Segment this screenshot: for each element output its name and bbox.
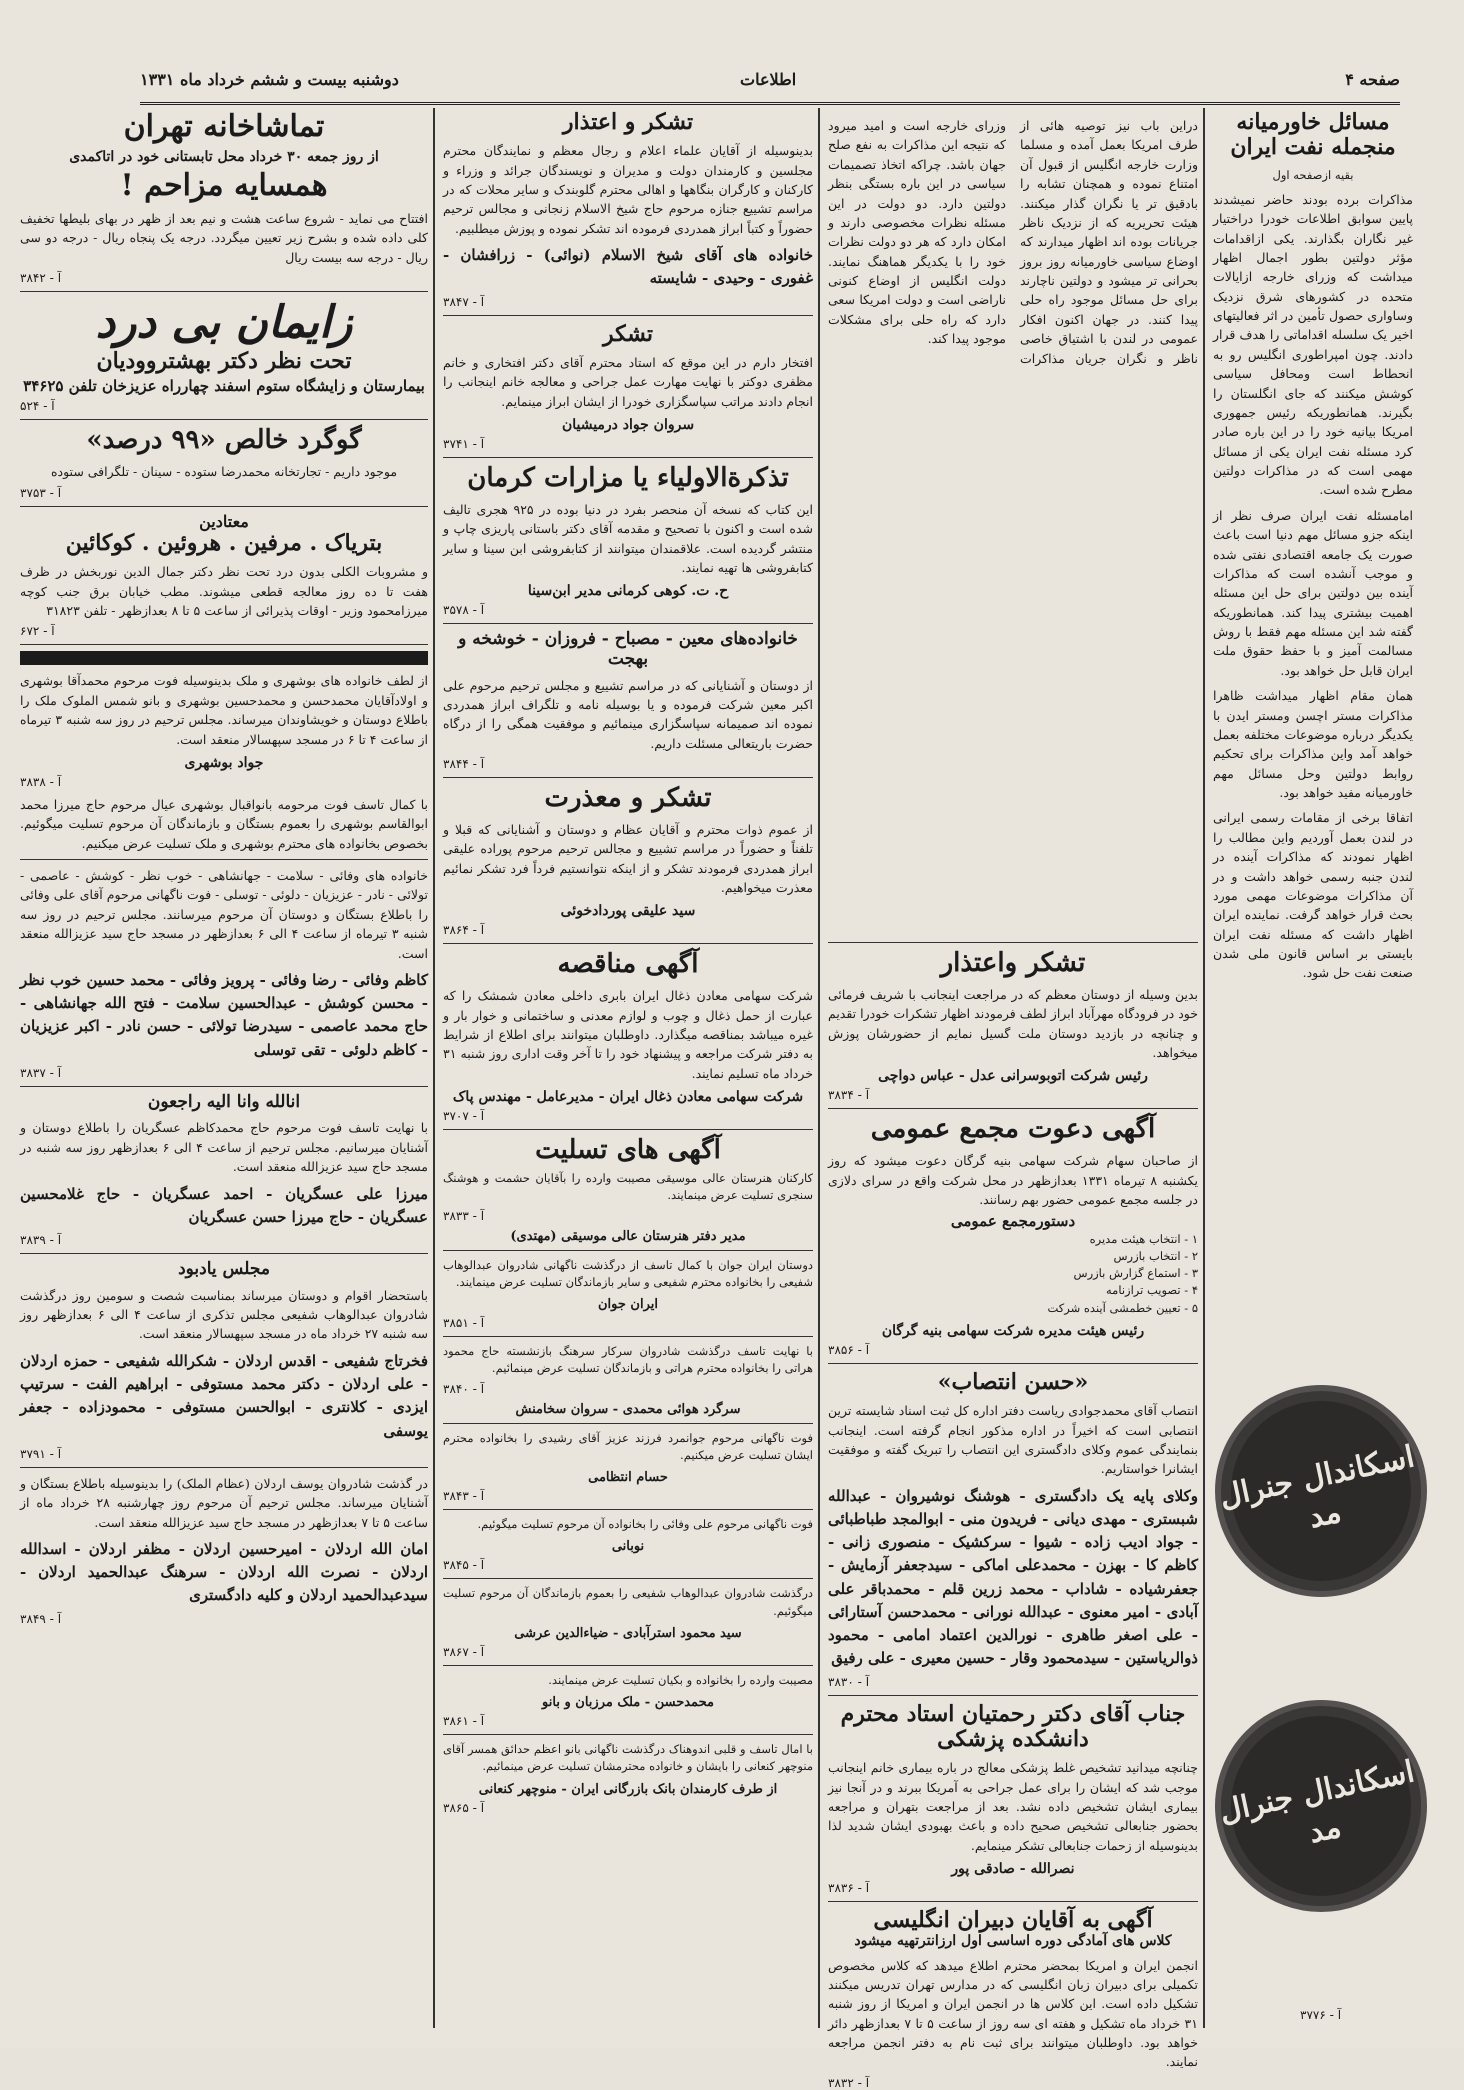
ad-code: آ - ۳۷۷۶ bbox=[1300, 2008, 1342, 2022]
ad-painless-birth: زایمان بی درد تحت نظر دکتر بهشتروودیان بیمارستان و زایشگاه ستوم اسفند چهارراه عزیزخان تلفن ۳۴۶۲۵ آ - ۵۲۴ bbox=[20, 297, 425, 414]
ad-condolences: آگهی های تسلیت کارکنان هنرستان عالی موسیقی مصیبت وارده را بآقایان حشمت و هوشنگ سنجری تسلیت عرض مینمایند. آ - ۳۸۳۳ مدیر دفتر هنرستان عالی موسیقی (مهتدی) دوستان ایران جوان با کمال تاسف از درگذشت ناگهانی شادروان عبدالوهاب شفیعی را بخانواده محترم شفیعی و سایر بازماندگان تسلیت عرض مینمایند. ایران جوان آ - ۳۸۵۱ با نهایت تاسف درگذشت شادروان سرکار سرهنگ بازنشسته حاج محمود هراتی را بخانواده محترم هراتی و بازماندگان تسلیت عرض مینمائیم. آ - ۳۸۴۰ سرگرد هوائی محمدی - سروان سخامنش فوت ناگهانی مرحوم جوانمرد فرزند عزیز آقای رشیدی را بخانواده محترم ایشان تسلیت عرض میکنیم. حسام انتظامی آ - ۳۸۴۳ فوت ناگهانی مرحوم علی وفائی را بخانواده آن مرحوم تسلیت میگوئیم. نوبانی آ - ۳۸۴۵ درگذشت شادروان عبدالوهاب شفیعی را بعموم بازماندگان آن مرحوم تسلیت میگوئیم. سید محمود استرآبادی - ضیاءالدین عرشی آ - ۳۸۶۷ مصیبت وارده را بخانواده و بکیان تسلیت عرض مینمایند. محمدحسن - ملک مرزبان و بانو آ - ۳۸۶۱ با امال تاسف و قلبی اندوهناک درگذشت ناگهانی بانو اعظم حدائق همسر آقای منوچهر کنعانی را بایشان و خانواده محترمشان تسلیت عرض مینمائیم. از طرف کارمندان بانک بازرگانی ایران - منوچهر کنعانی آ - ۳۸۶۵ bbox=[443, 1135, 813, 1815]
header-date: دوشنبه بیست و ششم خرداد ماه ۱۳۳۱ bbox=[140, 70, 399, 89]
article-body: همان مقام اظهار میداشت ظاهرا مذاکرات مستر اچسن ومستر ایدن با یکدیگر درباره موضوعات مختلفه بعمل خواهد آمد واین مذاکرات برای تحکیم روابط دولتین وحل مسائل مهم خاورمیانه مفید خواهد بود. bbox=[1213, 688, 1413, 801]
article-continuation: دراین باب نیز توصیه هائی از طرف امریکا بعمل آمده و مسلما وزارت خارجه انگلیس از قبول آن امتناع نموده و همچنان تشابه را بادقیق تر یا نگران گذار میکنند. هیئت تحریریه که از نزدیک ناظر جریانات بوده اند اظهار میدارند که اوضاع سیاسی خاورمیانه روز بروز بحرانی تر میشود و دولتین ناچارند برای حل مسائل موجود راه حلی پیدا کنند. در جهان اکنون افکار عمومی در لندن با اشتیاق خاصی ناظر و نگران جریان مذاکرات وزرای خارجه است و امید میرود که نتیجه این مذاکرات به نفع صلح جهان باشد. چراکه اتخاذ تصمیمات سیاسی در این باره بستگی بنظر دولتین دارد. دو دولت در این مسئله نظرات مخصوصی دارند و امکان دارد که هر دو دولت نظرات خود را با یکدیگر هماهنگ نمایند. دولت انگلیس از اوضاع کنونی ناراضی است و دولت امریکا سعی دارد که راه حلی برای مشکلات موجود پیدا کند. bbox=[828, 118, 1198, 366]
column-divider bbox=[818, 108, 820, 2028]
ad-tehran-theater: تماشاخانه تهران از روز جمعه ۳۰ خرداد محل تابستانی خود در اتاکمدی همسایه مزاحم ! افتتاح می نماید - شروع ساعت هشت و نیم بعد از ظهر در بهای بلیطها تخفیف کلی داده شده و بشرح زیر تعیین میگردد. درجه یک پنجاه ریال - درجه دو سی ریال - درجه سه بیست ریال آ - ۳۸۴۲ bbox=[20, 109, 428, 286]
article-body: اتفاقا برخی از مقامات رسمی ایرانی در لندن بعمل آوردیم واین مطالب را اظهار نمودند که مذاکرات آینده در لندن جنبه رسمی خواهد داشت و در آن مذاکرات موضوعات مهمی مورد بحث قرار خواهد گرفت. نماینده ایران اظهار داشت که مسئله نفت ایران بایستی بر اساس قانون ملی شدن صنعت نفت حل شود. bbox=[1213, 810, 1413, 981]
ad-askarian: انالله وانا الیه راجعون با نهایت تاسف فوت مرحوم حاج محمدکاظم عسگریان را باطلاع دوستان و آشنایان میرسانیم. مجلس ترحیم از ساعت ۴ الی ۶ بعدازظهر روز سه شنبه در مسجد حاج سید عزیزالله منعقد است. میرزا علی عسگریان - احمد عسگریان - حاج غلامحسین عسگریان - حاج میرزا حسن عسگریان آ - ۳۸۳۹ bbox=[20, 1091, 428, 1248]
ad-bushehri-death: از لطف خانواده های بوشهری و ملک بدینوسیله فوت مرحوم محمدآقا بوشهری و اولادآقایان محمدحسن و محمدحسین بوشهری و بانو شمس الملوک ملک را باطلاع دوستان و خویشاوندان میرساند. مجلس ترحیم در روز سه شنبه ۳ تیرماه از ساعت ۴ تا ۶ در مسجد سپهسالار منعقد است. جواد بوشهری آ - ۳۸۳۸ با کمال تاسف فوت مرحومه بانواقبال بوشهری عیال مرحوم حاج میرزا محمد ابوالقاسم بوشهری را بعموم بستگان و بازماندگان آن مرحوم تسلیت میگوئیم. بخصوص بخانواده های محترم بوشهری و ملک تسلیت عرض میکنیم. bbox=[20, 673, 428, 851]
ad-good-appointment: «حسن انتصاب» انتصاب آقای محمدجوادی ریاست دفتر اداره کل ثبت اسناد شایسته ترین انتصابی است که اخیراً در اداره مذکور انجام گرفته است. اینجانب بنمایندگی عموم وکلای دادگستری این انتصاب را تبریک گفته و موفقیت ایشانرا خواستاریم. وکلای پایه یک دادگستری - هوشنگ نوشیروان - عبدالله شبستری - مهدی دیانی - فریدون منی - ابوالمجد طباطبائی - جواد ادیب زاده - شیوا - سرکشیک - منصوری زانی - کاظم کا - بهزن - محمدعلی اماکی - سیدجعفر آزمایش - جعفرشیاده - شاداب - محمد زرین قلم - محمدباقر علی آبادی - امیر معنوی - عبدالله نورانی - محمدحسن آستارائی - علی اصغر طاهری - نورالدین اعتماد امامی - محمود ذوالریاستین - سیدمحمود وقار - حسین معیری - علی رفیق آ - ۳۸۳۰ bbox=[828, 1368, 1198, 1689]
column-two bbox=[828, 110, 1198, 2090]
article-body: امامسئله نفت ایران صرف نظر از اینکه جزو مسائل مهم دنیا است باعث صورت یک جامعه اقتصادی نفتی شده و موجب آنشده است که مذاکرات آینده بین دولتین برای حل این مسئله اهمیت بیشتری پیدا کند. همانطوریکه گفته شد این مسئله مهم فقط با روش مسالمت آمیز و با حفظ حقوق ملت ایران قابل حل خواهد بود. bbox=[1213, 507, 1413, 678]
article-continued: بقیه ازصفحه اول bbox=[1272, 167, 1354, 182]
ad-addicts: معتادین بتریاک . مرفین . هروئین . کوکائین و مشروبات الکلی بدون درد تحت نظر دکتر جمال الدین نوربخش در ظرف هفت تا ده روز معالجه قطعی میشوند. مطب خیابان برق جنب کوچه میرزامحمود وزیر - اوقات پذیرائی از ساعت ۵ تا ۸ بعدازظهر - تلفن ۳۱۸۲۳ آ - ۶۷۲ bbox=[20, 511, 428, 639]
ad-ardalan: در گذشت شادروان یوسف اردلان (عظام الملک) را بدینوسیله باطلاع بستگان و آشنایان میرساند. مجلس ترحیم آن مرحوم روز چهارشنبه ۲۸ خرداد ماه از ساعت ۵ تا ۷ بعدازظهر در مسجد حاج سید عزیزالله منعقد است. امان الله اردلان - امیرحسین اردلان - مظفر اردلان - اسدالله اردلان - نصرت الله اردلان - سرهنگ عبدالحمید اردلان - سیدعبدالحمید اردلان و کلیه دادگستری آ - ۳۸۴۹ bbox=[20, 1475, 428, 1626]
ad-memorial: مجلس یادبود باستحضار اقوام و دوستان میرساند بمناسبت شصت و سومین روز درگذشت شادروان عبدالوهاب شفیعی مجلس تذکری از ساعت ۴ الی ۶ بعدازظهر روز سه شنبه ۲۷ خرداد ماه در مسجد سپهسالار منعقد است. فخرتاج شفیعی - اقدس اردلان - شکرالله شفیعی - حمزه اردلان - علی اردلان - دکتر محمد مستوفی - ابراهیم الفت - سرتیپ ایزدی - کلانتری - ابوالحسن مستوفی - محمودزاده - جعفر یوسفی آ - ۳۷۹۱ bbox=[20, 1259, 429, 1461]
column-four bbox=[20, 110, 428, 2030]
column-divider bbox=[1203, 108, 1205, 2028]
ad-thanks-apology: تشکر واعتذار بدین وسیله از دوستان معظم که در مراجعت اینجانب با شریف فرمائی خود در فرودگاه مهرآباد ابراز لطف فرمودند اظهار تشکرات خودرا تقدیم و چنانچه در بازدید دوستان ملت گسیل نمایم از حضورشان پوزش میخواهد. رئیس شرکت اتوبوسرانی عدل - عباس دواچی آ - ۳۸۳۴ bbox=[828, 948, 1198, 1103]
ad-thanks-apology-2: تشکر و اعتذار بدینوسیله از آقایان علماء اعلام و رجال معظم و نمایندگان محترم مجلسین و کارمندان دولت و مدیران و نویسندگان جرائد و وزراء و کارکنان و کارگران بنگاهها و اهالی محترم گلوبندک و سایر محلات که در مراسم تشییع جنازه مرحوم حاج شیخ الاسلام زنجانی و مجالس ترحیم حضوراً و کتباً ابراز همدردی فرموده اند تشکر نموده و پوزش میطلبیم. خانواده های آقای شیخ الاسلام (نوائی) - زرافشان - غفوری - وحیدی - شایسته آ - ۳۸۴۷ bbox=[443, 109, 813, 309]
ad-doctor-thanks: جناب آقای دکتر رحمتیان استاد محترم دانشکده پزشکی چنانچه میدانید تشخیص غلط پزشکی معالج در باره بیماری خانم اینجانب موجب شد که ایشان را برای عمل جراحی به آمریکا ببرند و در آنجا نیز بیماری ایشان تشخیص داده نشد. بعد از مراجعت بتهران و مراجعه بحضور جنابعالی تشخیص صحیح داده و باعث بهبودی ایشان شدید لذا بدینوسیله از زحمات جنابعالی تشکر مینمایم. نصرالله - صادقی پور آ - ۳۸۳۶ bbox=[828, 1700, 1198, 1896]
ad-vafaei-families: خانواده های وفائی - سلامت - جهانشاهی - خوب نظر - کوشش - عاصمی - تولائی - نادر - عزیزیان - دلوئی - توسلی - فوت ناگهانی مرحوم آقای علی وفائی را باطلاع بستگان و دوستان آن مرحوم میرسانند. مجلس ترحیم در روز سه شنبه ۳ تیرماه از ساعت ۴ الی ۶ بعدازظهر در مسجد حاج سید عزیزالله منعقد است. کاظم وفائی - رضا وفائی - پرویز وفائی - محمد حسین خوب نظر - محسن کوشش - عبدالحسین سلامت - فتح الله جهانشاهی - حاج محمد عاصمی - سیدرضا تولائی - حسن نادر - اکبر عزیزیان - کاظم دلوئی - تقی توسلی آ - ۳۸۳۷ bbox=[20, 868, 428, 1080]
ad-thanks-excuse: تشکر و معذرت از عموم ذوات محترم و آقایان عظام و دوستان و آشنایانی که قبلا و تلفناً و حضوراً در مراسم تشییع و مجالس ترحیم مرحوم پوراده علیقی ابراز همدردی فرمودند تشکر و از اینکه نتوانستیم فرداً فرد تشکر نمائیم معذرت میخواهیم. سید علیقی پوردادخوئی آ - ۳۸۶۴ bbox=[443, 783, 813, 938]
scandal-ad-seal-top: اسکاندال جنرال مد bbox=[1215, 1385, 1427, 1597]
header-paper-name: اطلاعات bbox=[740, 70, 797, 89]
ad-sulfur: گوگرد خالص «۹۹ درصد» موجود داریم - تجارتخانه محمدرضا ستوده - سینان - تلگرافی ستوده آ - ۳۷۵۳ bbox=[20, 425, 398, 500]
black-banner bbox=[20, 651, 428, 665]
page-header bbox=[140, 62, 1400, 105]
ad-tender: آگهی مناقصه شرکت سهامی معادن ذغال ایران بابری داخلی معادن شمشک را که عبارت از حمل ذغال و چوب و لوازم معدنی و ساختمانی و خوار بار و غیره میباشد بمناقصه میگذارد. داوطلبان میتوانند برای اطلاع از شرایط به دفتر شرکت مراجعه و پیشنهاد خود را تا آخر وقت اداری روز شنبه ۳۱ خرداد ماه تسلیم نمایند. شرکت سهامی معادن ذغال ایران - مدیرعامل - مهندس پاک آ - ۳۷۰۷ bbox=[443, 949, 813, 1124]
ad-families-thanks: خانواده‌های معین - مصباح - فروزان - خوشخه و بهجت از دوستان و آشنایانی که در مراسم تشییع و مجلس ترحیم مرحوم علی اکبر معین شرکت فرموده و یا بوسیله نامه و تلگراف ابراز همدردی نموده اند صمیمانه سپاسگزاری مینمائیم و موفقیت همگی را از درگاه حضرت باریتعالی مسئلت داریم. آ - ۳۸۴۴ bbox=[443, 629, 813, 772]
article-body: مذاکرات برده بودند حاضر نمیشدند پایین سوابق اطلاعات خودرا دراختیار غیر نگاران بگذارند. یکی ازاقدامات مؤثر دولتین بطور اجمال اظهار میداشت که وزرای خارجه ازایالات متحده در کشورهای شرق نزدیک وساواری حصول تأمین در اثر فعالیتهای اخیر یک سلسله اقداماتی را هدف قرار دادند. چون امپراطوری انگلیس رو به انحطاط است ومحافل سیاسی کوشش میکنند که جای انگلستان را بگیرند. همانطوریکه رئیس جمهوری امریکا بیانیه خود را در این باره صادر کرد مسئله نفت ایران یکی از مسائل مهمی است که در مذاکرات دولتین مطرح شده است. bbox=[1213, 191, 1413, 498]
ad-general-meeting: آگهی دعوت مجمع عمومی از صاحبان سهام شرکت سهامی بنیه گرگان دعوت میشود که روز یکشنبه ۸ تیرماه ۱۳۳۱ بعدازظهر در محل شرکت واقع در سرای دلازی در جلسه مجمع عمومی حضور بهم رسانند. دستورمجمع عمومی ۱ - انتخاب هیئت مدیره ۲ - انتخاب بازرس ۳ - استماع گزارش بازرس ۴ - تصویب ترازنامه ۵ - تعیین خطمشی آینده شرکت رئیس هیئت مدیره شرکت سهامی بنیه گرگان آ - ۳۸۵۶ bbox=[828, 1114, 1198, 1357]
ad-kerman-book: تذکرةالاولیاء یا مزارات کرمان این کتاب که نسخه آن منحصر بفرد در دنیا بوده در ۹۲۵ هجری تالیف شده است و اکنون با تصحیح و مقدمه آقای دکتر باستانی پاریزی چاپ و منتشر گردیده است. علاقمندان میتوانند از کتابفروشی ابن سینا و سایر کتابفروشی ها تهیه نمایند. ح. ت. کوهی کرمانی مدیر ابن‌سینا آ - ۳۵۷۸ bbox=[443, 463, 813, 618]
article-title: مسائل خاورمیانه منجمله نفت ایران bbox=[1230, 109, 1396, 161]
column-three bbox=[443, 110, 813, 2030]
ad-english-teachers: آگهی به آقایان دبیران انگلیسی کلاس های آمادگی دوره اساسی اول ارزانترتهیه میشود انجمن ایران و امریکا بمحضر محترم اطلاع میدهد که کلاس مخصوص تکمیلی برای دبیران زبان انگلیسی که در مدارس تهران تدریس میکنند تشکیل داده است. این کلاس ها در انجمن ایران و امریکا از روز شنبه ۳۱ خرداد ماه تشکیل و هفته ای سه روز از ساعت ۵ تا ۷ بعدازظهر دائر خواهد بود. داوطلبان میتوانند برای ثبت نام به دفتر انجمن مراجعه نمایند. آ - ۳۸۳۲ bbox=[828, 1907, 1198, 2090]
ad-thanks: تشکر افتخار دارم در این موقع که استاد محترم آقای دکتر افتخاری و خانم مظفری دوکتر با نهایت مهارت عمل جراحی و معالجه خانم اینجانب را انجام دادند مراتب سپاسگزاری خودرا از ایشان ابراز مینمایم. سروان جواد درمیشیان آ - ۳۷۴۱ bbox=[443, 320, 813, 452]
column-divider bbox=[433, 108, 435, 2028]
header-page-number: صفحه ۴ bbox=[1345, 70, 1400, 89]
scandal-ad-seal-bottom: اسکاندال جنرال مد bbox=[1215, 1700, 1427, 1912]
